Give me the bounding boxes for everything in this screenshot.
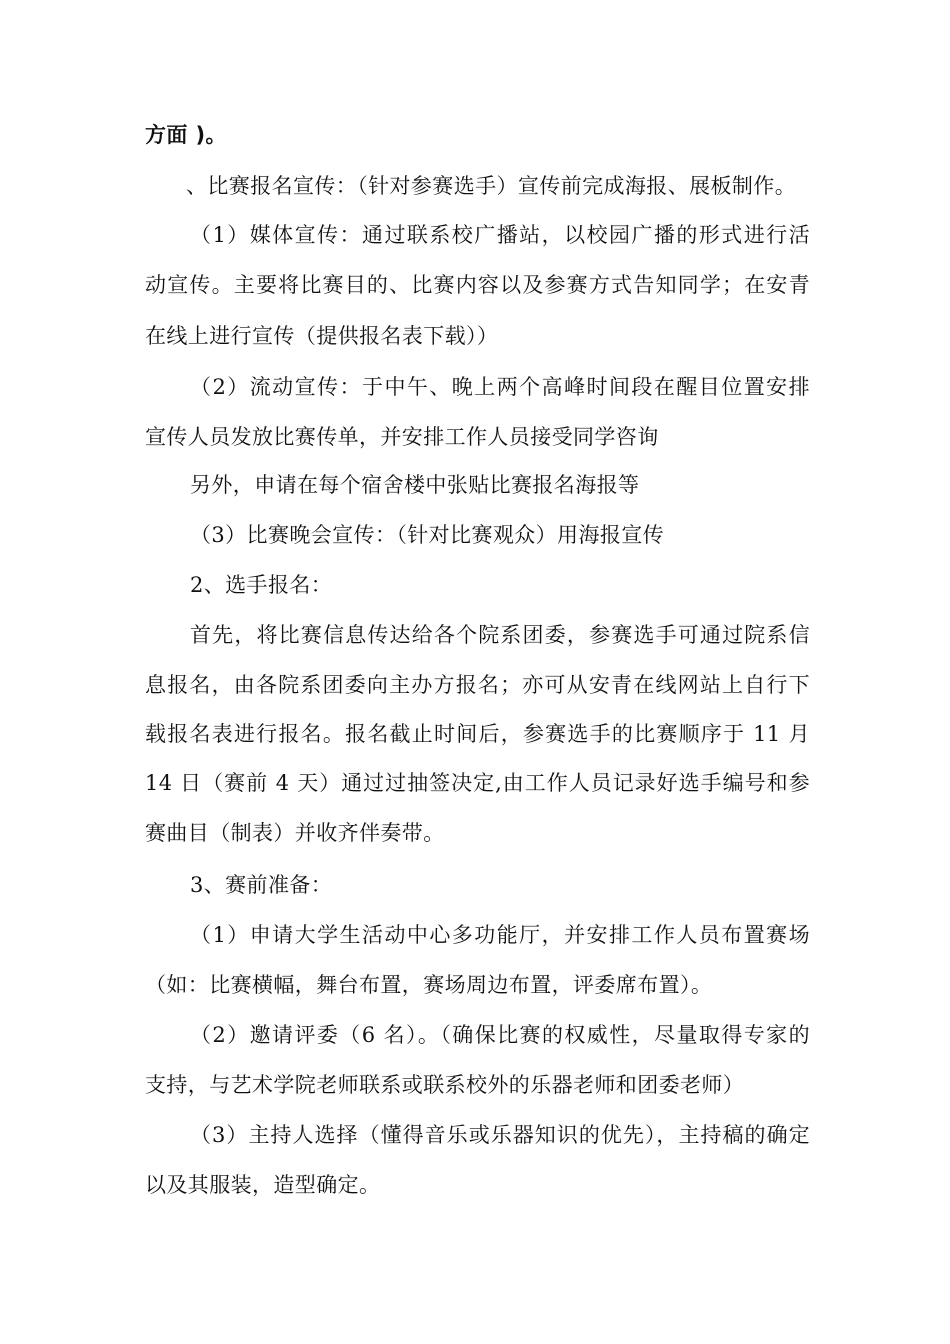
paragraph-line: （1）申请大学生活动中心多功能厅，并安排工作人员布置赛场 [190,923,810,947]
paragraph-line: （2）流动宣传：于中午、晚上两个高峰时间段在醒目位置安排 [190,375,810,399]
paragraph-line: （3）比赛晚会宣传：（针对比赛观众）用海报宣传 [190,523,665,547]
paragraph-line: 宣传人员发放比赛传单，并安排工作人员接受同学咨询 [145,425,659,449]
paragraph-line: 载报名表进行报名。报名截止时间后，参赛选手的比赛顺序于 11 月 [145,722,810,746]
paragraph-line: （如：比赛横幅，舞台布置，赛场周边布置，评委席布置）。 [145,973,713,997]
paragraph-line: 首先，将比赛信息传达给各个院系团委，参赛选手可通过院系信 [190,623,810,647]
paragraph-line: 赛曲目（制表）并收齐伴奏带。 [145,821,445,845]
paragraph-line: 支持，与艺术学院老师联系或联系校外的乐器老师和团委老师） [145,1073,745,1097]
paragraph-line: （1）媒体宣传：通过联系校广播站，以校园广播的形式进行活 [190,223,810,247]
paragraph-line: 动宣传。主要将比赛目的、比赛内容以及参赛方式告知同学；在安青 [145,273,810,297]
section-heading: 2、选手报名： [190,573,333,597]
paragraph-line: 另外，申请在每个宿舍楼中张贴比赛报名海报等 [190,473,640,497]
paragraph-line: 在线上进行宣传（提供报名表下载）） [145,324,499,348]
section-heading: 、比赛报名宣传：（针对参赛选手）宣传前完成海报、展板制作。 [186,174,797,198]
paragraph-line: （3）主持人选择（懂得音乐或乐器知识的优先），主持稿的确定 [190,1123,810,1147]
paragraph-line: 息报名，由各院系团委向主办方报名；亦可从安青在线网站上自行下 [145,673,810,697]
section-heading: 3、赛前准备： [190,873,333,897]
paragraph-line: 方面 )。 [145,123,227,147]
paragraph-line: （2）邀请评委（6 名）。（确保比赛的权威性，尽量取得专家的 [190,1023,810,1047]
paragraph-line: 14 日（赛前 4 天）通过过抽签决定,由工作人员记录好选手编号和参 [145,771,810,795]
paragraph-line: 以及其服装，造型确定。 [145,1173,381,1197]
